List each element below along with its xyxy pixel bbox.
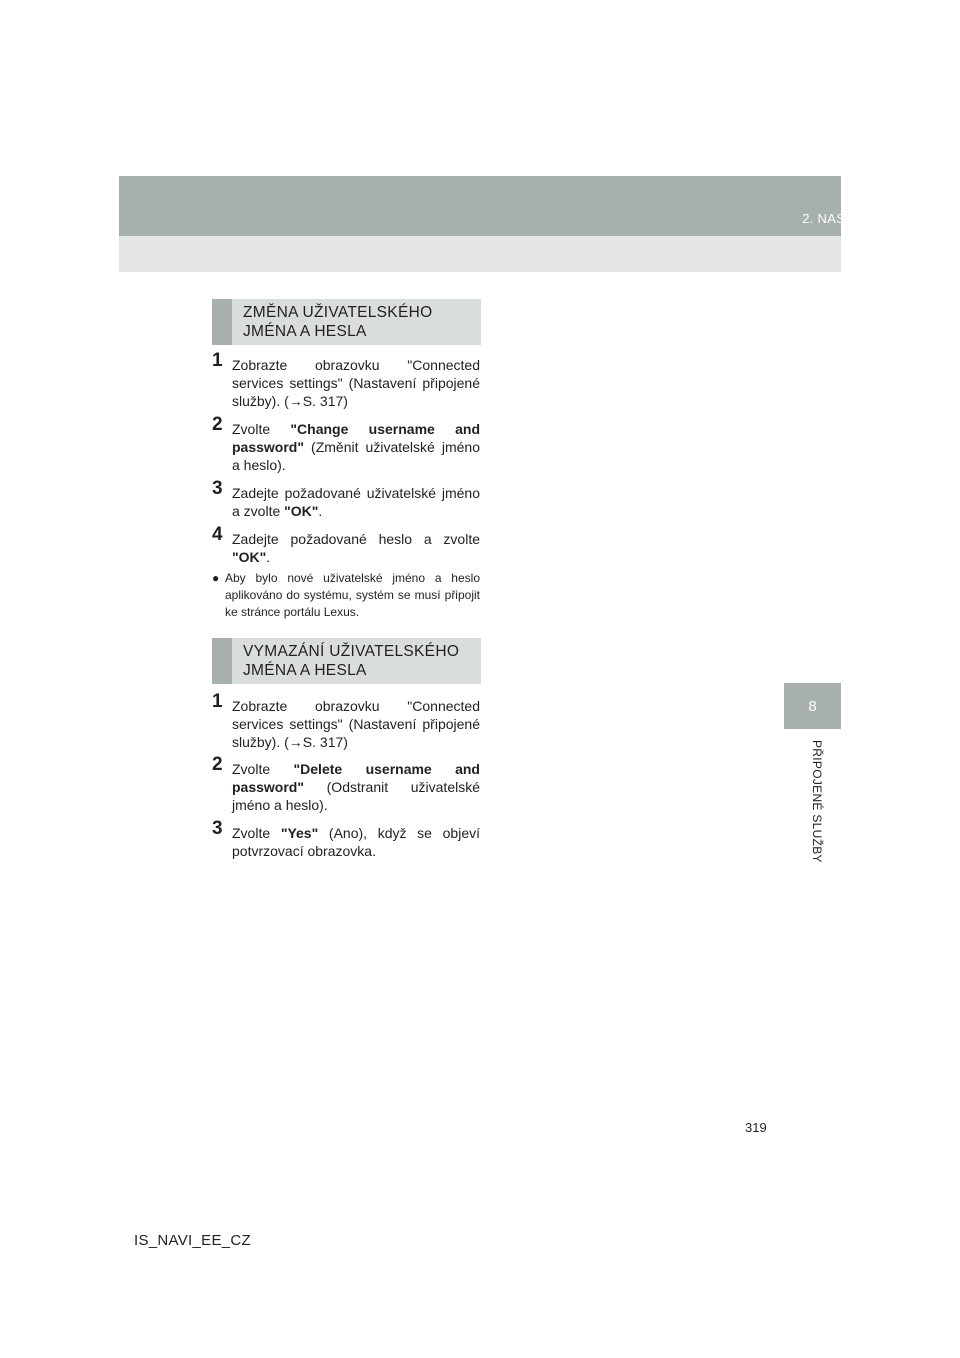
chapter-title: PŘIPOJENÉ SLUŽBY: [810, 740, 824, 863]
step-text: Zvolte "Delete username and password" (Odstranit uživatelské jméno a heslo).: [232, 761, 480, 813]
step-number: 2: [212, 754, 223, 775]
step-text: Zobrazte obrazovku "Connected services settings" (Nastavení připojené služby). (→S. 317): [232, 698, 480, 750]
step-item: [212, 754, 480, 814]
step-text: Zobrazte obrazovku "Connected services settings" (Nastavení připojené služby). (→S. 317): [232, 357, 480, 409]
step-number: 1: [212, 350, 223, 371]
bullet-dot-icon: ●: [212, 571, 220, 585]
step-number: 2: [212, 414, 223, 435]
header-band: [119, 176, 841, 236]
heading-text: ZMĚNA UŽIVATELSKÉHO JMÉNA A HESLA: [243, 304, 433, 340]
page-number: 319: [745, 1120, 767, 1135]
chapter-number-tab: 8: [784, 683, 841, 729]
option-label: "Delete username and password": [232, 761, 480, 795]
header-subband: [119, 236, 841, 272]
step-item: [212, 478, 480, 520]
step-number: 3: [212, 818, 223, 839]
option-label: "OK": [232, 549, 267, 565]
option-label: "OK": [284, 503, 319, 519]
step-text: Zvolte "Change username and password" (Změnit uživatelské jméno a heslo).: [232, 421, 481, 473]
step-text: Zadejte požadované heslo a zvolte "OK".: [232, 531, 480, 565]
step-item: [212, 524, 480, 566]
heading-bar: [212, 638, 232, 684]
heading-text: VYMAZÁNÍ UŽIVATELSKÉHO JMÉNA A HESLA: [243, 643, 460, 679]
option-label: "Change username and password": [232, 421, 481, 455]
step-item: [212, 350, 480, 410]
document-code: IS_NAVI_EE_CZ: [134, 1232, 252, 1249]
step-text: Zvolte "Yes" (Ano), když se objeví potvrzovací obrazovka.: [232, 825, 480, 859]
step-number: 4: [212, 524, 223, 545]
section-heading-change: [212, 299, 481, 345]
section-heading-delete: [212, 638, 481, 684]
note-text: Aby bylo nové uživatelské jméno a heslo aplikováno do systému, systém se musí připojit ke stránce portálu Lexus.: [225, 571, 480, 619]
step-item: [212, 691, 480, 751]
section-label: 2. NASTAVENÍ: [802, 211, 892, 226]
step-number: 3: [212, 478, 223, 499]
step-text: Zadejte požadované uživatelské jméno a zvolte "OK".: [232, 485, 480, 519]
option-label: "Yes": [280, 825, 319, 841]
step-item: [212, 414, 481, 474]
step-number: 1: [212, 691, 223, 712]
note-bullet: [212, 570, 480, 621]
heading-bar: [212, 299, 232, 345]
step-item: [212, 818, 480, 860]
